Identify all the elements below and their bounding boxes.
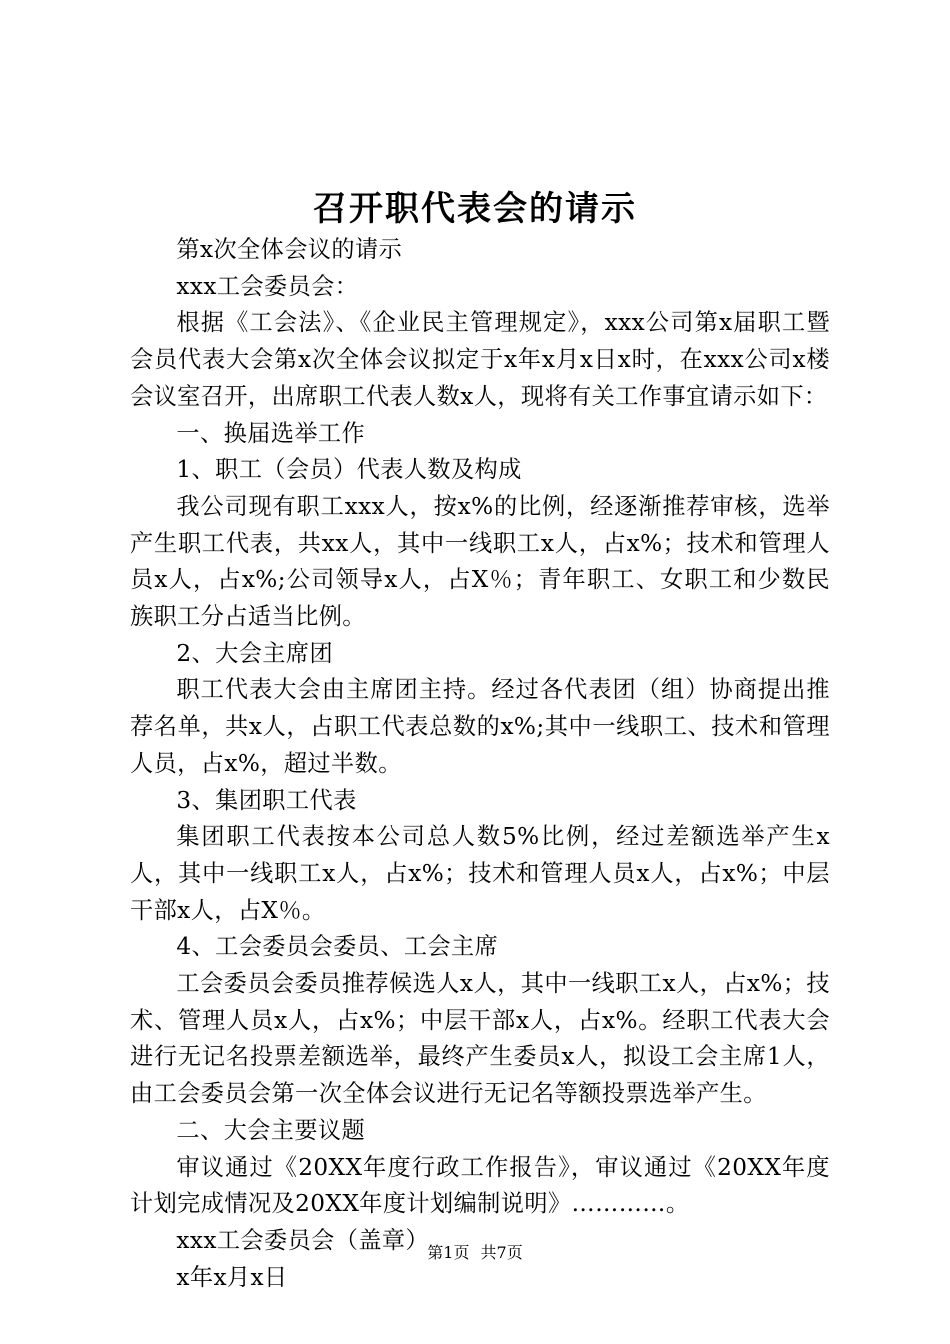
paragraph-representatives: 我公司现有职工xxx人，按x%的比例，经逐渐推荐审核，选举产生职工代表，共xx人，其中一线职工x人，占x%；技术和管理人员x人，占x%;公司领导x人，占X％；青年职工、女职工和少数民族职工分占适当比例。: [130, 492, 830, 631]
document-title: 召开职代表会的请示: [313, 189, 637, 229]
subsection-heading-presidium: 2、大会主席团: [176, 639, 334, 667]
page-footer: [0, 1242, 950, 1264]
signature-organization: xxx工会委员会（盖章）: [176, 1226, 430, 1254]
paragraph-committee: 工会委员会委员推荐候选人x人，其中一线职工x人，占x%；技术、管理人员x人，占x%；中层干部x人，占x%。经职工代表大会进行无记名投票差额选举，最终产生委员x人，拟设工会主席1人，由工会委员会第一次全体会议进行无记名等额投票选举产生。: [130, 970, 830, 1108]
paragraph-presidium: 职工代表大会由主席团主持。经过各代表团（组）协商提出推荐名单，共x人，占职工代表总数的x%;其中一线职工、技术和管理人员，占x%，超过半数。: [130, 676, 830, 777]
paragraph-addressee: xxx工会委员会：: [176, 272, 359, 300]
page-total: 共7页: [480, 1243, 523, 1262]
paragraph-group-representatives: 集团职工代表按本公司总人数5%比例，经过差额选举产生x人，其中一线职工x人，占x%；技术和管理人员x人，占x%；中层干部x人，占X％。: [130, 823, 830, 924]
document-body: [130, 232, 830, 1296]
subsection-heading-committee: 4、工会委员会委员、工会主席: [176, 933, 499, 961]
section-heading-agenda: 二、大会主要议题: [176, 1116, 366, 1144]
section-heading-election: 一、换届选举工作: [176, 419, 366, 447]
subsection-heading-group-representatives: 3、集团职工代表: [176, 786, 357, 814]
paragraph-intro: 根据《工会法》、《企业民主管理规定》，xxx公司第x届职工暨会员代表大会第x次全体会议拟定于x年x月x日x时，在xxx公司x楼会议室召开，出席职工代表人数x人，现将有关工作事宜请示如下：: [130, 309, 830, 410]
page-number: 第1页: [427, 1243, 470, 1262]
paragraph-subtitle: 第x次全体会议的请示: [176, 236, 403, 263]
signature-date: x年x月x日: [176, 1263, 288, 1291]
subsection-heading-representatives: 1、职工（会员）代表人数及构成: [176, 456, 522, 484]
paragraph-agenda: 审议通过《20XX年度行政工作报告》，审议通过《20XX年度计划完成情况及20XX年度计划编制说明》…………。: [130, 1153, 830, 1218]
